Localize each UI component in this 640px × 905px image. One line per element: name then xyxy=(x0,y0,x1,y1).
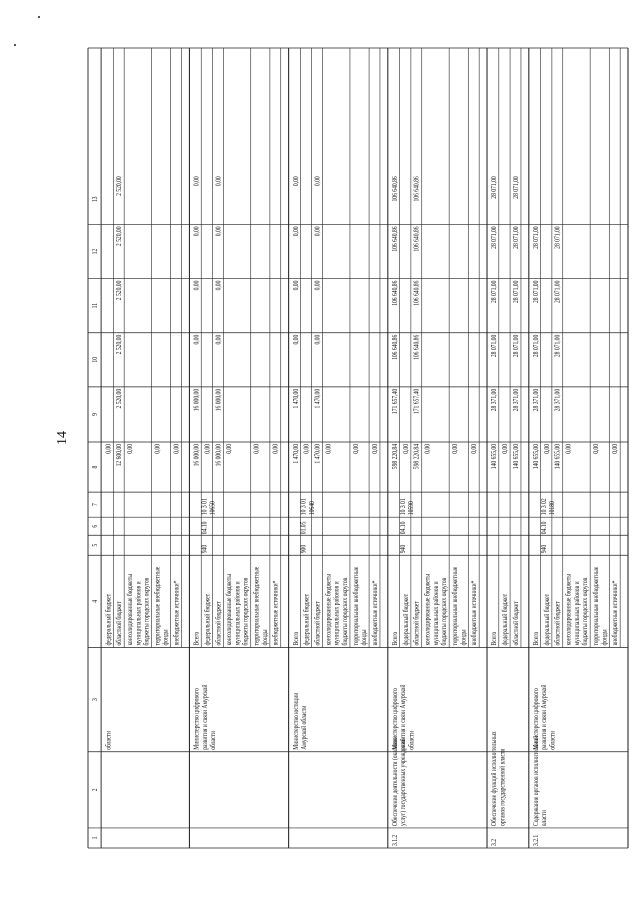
total-value: 0,00 xyxy=(192,226,201,237)
source-label: консолидированные бюджеты xyxy=(565,574,573,646)
source-label: федеральный бюджет xyxy=(104,593,113,646)
source-value: 0,00 xyxy=(313,334,322,345)
source-label: территориальные внебюджетные xyxy=(153,566,162,646)
total-value: 0,00 xyxy=(192,176,201,187)
source-value: 106 640,86 xyxy=(413,280,421,306)
source-label: федеральный бюджет xyxy=(501,593,510,646)
section-code: 01.05 xyxy=(300,521,308,535)
column-number: 7 xyxy=(91,503,100,507)
total-value: 0,00 xyxy=(292,334,301,345)
total-value: 106 640,86 xyxy=(391,334,400,360)
source-label: муниципальных районов и xyxy=(333,581,341,646)
section-code: 04.10 xyxy=(540,521,549,535)
item-number: 3.2 xyxy=(490,838,499,846)
item-name: Обеспечение деятельности (оказание xyxy=(391,737,400,826)
column-number: 12 xyxy=(91,248,100,255)
item-name: Обеспечение функций исполнительных xyxy=(490,731,499,826)
target-code: 10 3 01 xyxy=(399,498,408,516)
source-label: фонды xyxy=(459,629,468,646)
grbs-code: 940 xyxy=(399,544,408,554)
source-value: 0,00 xyxy=(402,443,411,454)
source-label: областной бюджет xyxy=(413,601,421,646)
source-value: 16 000,00 xyxy=(214,388,223,412)
source-value: 106 640,86 xyxy=(413,226,421,252)
source-value: 0,00 xyxy=(313,226,322,237)
executor: Министерство цифрового xyxy=(192,688,201,750)
source-value: 28 371,00 xyxy=(512,388,521,412)
total-value: 28 071,00 xyxy=(532,334,541,358)
column-number: 6 xyxy=(91,524,100,528)
source-label: областной бюджет xyxy=(554,601,562,646)
total-value: 28 071,00 xyxy=(490,280,499,303)
source-value: 0,00 xyxy=(272,443,280,454)
total-label: Всего xyxy=(532,631,541,646)
source-label: внебюджетные источники* xyxy=(172,580,181,646)
source-value: 0,00 xyxy=(324,443,333,454)
total-value: 28 071,00 xyxy=(532,280,541,303)
source-label: внебюджетные источники* xyxy=(272,580,280,646)
total-value: 28 071,00 xyxy=(532,226,541,249)
source-value: 28 071,00 xyxy=(512,334,521,358)
total-label: Всего xyxy=(192,631,201,646)
source-value: 0,00 xyxy=(214,280,223,291)
source-value: 0,00 xyxy=(565,443,573,454)
target-code: 10 3 01 xyxy=(300,498,308,516)
total-value: 1 470,00 xyxy=(292,388,301,409)
grbs-code: 900 xyxy=(300,544,308,554)
total-value: 16 000,00 xyxy=(192,443,201,467)
source-label: федеральный бюджет xyxy=(203,593,212,646)
source-value: 16 000,00 xyxy=(214,443,223,467)
source-label: консолидированные бюджеты xyxy=(126,574,135,646)
executor: развития и связи Амурской xyxy=(540,684,549,750)
total-value: 140 655,00 xyxy=(532,443,541,470)
source-value: 0,00 xyxy=(303,443,311,454)
source-value: 28 071,00 xyxy=(554,334,562,358)
source-label: федеральный бюджет xyxy=(543,593,552,646)
source-value: 28 071,00 xyxy=(554,280,562,303)
source-value: 28 071,00 xyxy=(512,280,521,303)
item-name: услуг) государственных учреждений xyxy=(399,738,408,826)
source-label: территориальные внебюджетные xyxy=(352,566,361,646)
source-value: 0,00 xyxy=(252,443,261,454)
total-label: Всего xyxy=(391,631,400,646)
executor: Министерство юстиции xyxy=(292,692,301,750)
source-value: 171 657,40 xyxy=(413,388,421,415)
source-value: 0,00 xyxy=(214,226,223,237)
column-number: 9 xyxy=(91,413,100,416)
total-value: 28 071,00 xyxy=(490,226,499,249)
source-label: внебюджетные источники* xyxy=(470,580,479,646)
source-value: 0,00 xyxy=(543,443,552,454)
source-value: 0,00 xyxy=(352,443,361,454)
total-value: 0,00 xyxy=(292,176,301,187)
total-label: Всего xyxy=(490,631,499,646)
total-value: 28 071,00 xyxy=(490,176,499,199)
source-label: территориальные внебюджетные xyxy=(592,566,601,646)
total-value: 1 470,00 xyxy=(292,443,301,464)
source-label: областной бюджет xyxy=(115,601,124,646)
total-value: 106 640,86 xyxy=(391,176,400,202)
source-value: 106 640,86 xyxy=(413,176,421,202)
total-value: 171 657,40 xyxy=(391,388,400,415)
source-value: 0,00 xyxy=(214,334,223,345)
source-value: 2 520,00 xyxy=(115,280,124,301)
source-value: 0,00 xyxy=(153,443,162,454)
column-number: 2 xyxy=(91,788,100,792)
source-value: 1 470,00 xyxy=(313,388,322,409)
source-value: 2 520,00 xyxy=(115,388,124,409)
source-label: муниципальных районов и xyxy=(134,581,143,646)
total-value: 16 000,00 xyxy=(192,388,201,412)
target-code: 10 3 02 xyxy=(540,498,549,516)
total-value: 28 371,00 xyxy=(532,388,541,412)
source-value: 0,00 xyxy=(203,443,212,454)
source-value: 2 520,00 xyxy=(115,334,124,355)
executor: области xyxy=(548,731,557,750)
column-number: 11 xyxy=(91,302,100,309)
source-value: 0,00 xyxy=(214,176,223,187)
section-code: 04.10 xyxy=(200,521,209,535)
source-value: 0,00 xyxy=(592,443,601,454)
item-number: 3.1.2 xyxy=(391,834,400,846)
source-value: 1 470,00 xyxy=(313,443,322,464)
executor: области xyxy=(209,731,218,750)
total-value: 106 640,86 xyxy=(391,226,400,252)
target-code: 10590 xyxy=(407,501,416,516)
item-name: власти xyxy=(540,810,549,826)
column-number: 5 xyxy=(91,543,100,547)
grbs-code: 940 xyxy=(540,544,549,554)
source-value: 0,00 xyxy=(126,443,135,454)
source-label: фонды xyxy=(162,629,170,646)
source-label: бюджеты городских округов xyxy=(242,577,250,646)
page-number: 14 xyxy=(55,431,70,445)
source-label: областной бюджет xyxy=(512,601,521,646)
total-value: 0,00 xyxy=(192,334,201,345)
source-label: фонды xyxy=(360,629,369,646)
source-label: областной бюджет xyxy=(313,601,322,646)
source-value: 140 655,00 xyxy=(512,443,521,470)
column-number: 10 xyxy=(91,356,100,363)
column-number: 13 xyxy=(91,196,100,203)
source-value: 28 071,00 xyxy=(554,226,562,249)
source-value: 0,00 xyxy=(501,443,510,454)
source-value: 28 071,00 xyxy=(512,176,521,199)
total-label: Всего xyxy=(292,631,301,646)
executor: Амурской области xyxy=(300,705,309,750)
executor: области xyxy=(407,731,416,750)
source-label: территориальные внебюджетные xyxy=(252,566,261,646)
total-value: 28 071,00 xyxy=(490,334,499,358)
item-name: органов государственной власти xyxy=(498,748,507,826)
source-label: фонды xyxy=(261,629,270,646)
source-label: внебюджетные источники* xyxy=(611,580,620,646)
executor: области xyxy=(104,731,113,750)
column-number: 1 xyxy=(91,836,100,840)
source-label: внебюджетные источники* xyxy=(371,580,380,646)
executor: развития и связи Амурской xyxy=(399,684,408,750)
source-value: 0,00 xyxy=(470,443,479,454)
section-code: 04.10 xyxy=(399,521,408,535)
source-label: муниципальных районов и xyxy=(573,581,582,646)
source-label: консолидированные бюджеты xyxy=(225,574,234,646)
grbs-code: 940 xyxy=(200,544,209,554)
executor: Министерство цифрового xyxy=(391,688,400,750)
source-label: федеральный бюджет xyxy=(402,593,411,646)
column-number: 3 xyxy=(91,698,100,702)
total-value: 0,00 xyxy=(192,280,201,291)
source-label: территориальные внебюджетные xyxy=(451,566,460,646)
source-label: бюджеты городских округов xyxy=(440,577,449,646)
source-label: федеральный бюджет xyxy=(303,593,311,646)
source-label: муниципальных районов и xyxy=(233,581,242,646)
source-label: консолидированные бюджеты xyxy=(424,574,432,646)
source-label: областной бюджет xyxy=(214,601,223,646)
source-value: 12 600,00 xyxy=(115,443,124,467)
executor: Министерство цифрового xyxy=(532,688,541,750)
source-value: 140 655,00 xyxy=(554,443,562,470)
source-value: 0,00 xyxy=(172,443,181,454)
column-number: 4 xyxy=(91,599,100,603)
source-value: 2 520,00 xyxy=(115,176,124,196)
source-label: бюджеты городских округов xyxy=(581,577,590,646)
item-name: Содержание органов исполнительной xyxy=(532,735,541,826)
source-value: 0,00 xyxy=(104,443,113,454)
source-value: 28 371,00 xyxy=(554,388,562,412)
source-value: 28 071,00 xyxy=(512,226,521,249)
source-label: фонды xyxy=(600,629,609,646)
total-value: 106 640,86 xyxy=(391,280,400,306)
column-number: 8 xyxy=(91,465,100,469)
target-code: 10640 xyxy=(308,501,317,516)
total-value: 0,00 xyxy=(292,226,301,237)
source-label: бюджеты городских округов xyxy=(142,577,151,646)
total-value: 28 371,00 xyxy=(490,388,499,412)
source-label: бюджеты городских округов xyxy=(341,577,350,646)
item-number: 3.2.1 xyxy=(532,834,541,846)
source-value: 0,00 xyxy=(225,443,234,454)
source-value: 106 640,86 xyxy=(413,334,421,360)
source-label: консолидированные бюджеты xyxy=(324,574,333,646)
source-value: 2 520,00 xyxy=(115,226,124,247)
source-value: 0,00 xyxy=(313,280,322,291)
source-value: 0,00 xyxy=(313,176,322,187)
total-value: 0,00 xyxy=(292,280,301,291)
target-code: 10 3 01 xyxy=(200,498,209,516)
source-value: 0,00 xyxy=(424,443,432,454)
target-code: 10650 xyxy=(209,501,217,516)
total-value: 598 220,84 xyxy=(391,443,400,470)
source-value: 0,00 xyxy=(371,443,380,454)
source-value: 0,00 xyxy=(451,443,460,454)
source-value: 0,00 xyxy=(611,443,620,454)
source-label: муниципальных районов и xyxy=(432,581,441,646)
total-value: 140 655,00 xyxy=(490,443,499,470)
target-code: 10180 xyxy=(548,501,557,516)
executor: развития и связи Амурской xyxy=(201,684,210,750)
source-value: 598 220,84 xyxy=(413,443,421,470)
